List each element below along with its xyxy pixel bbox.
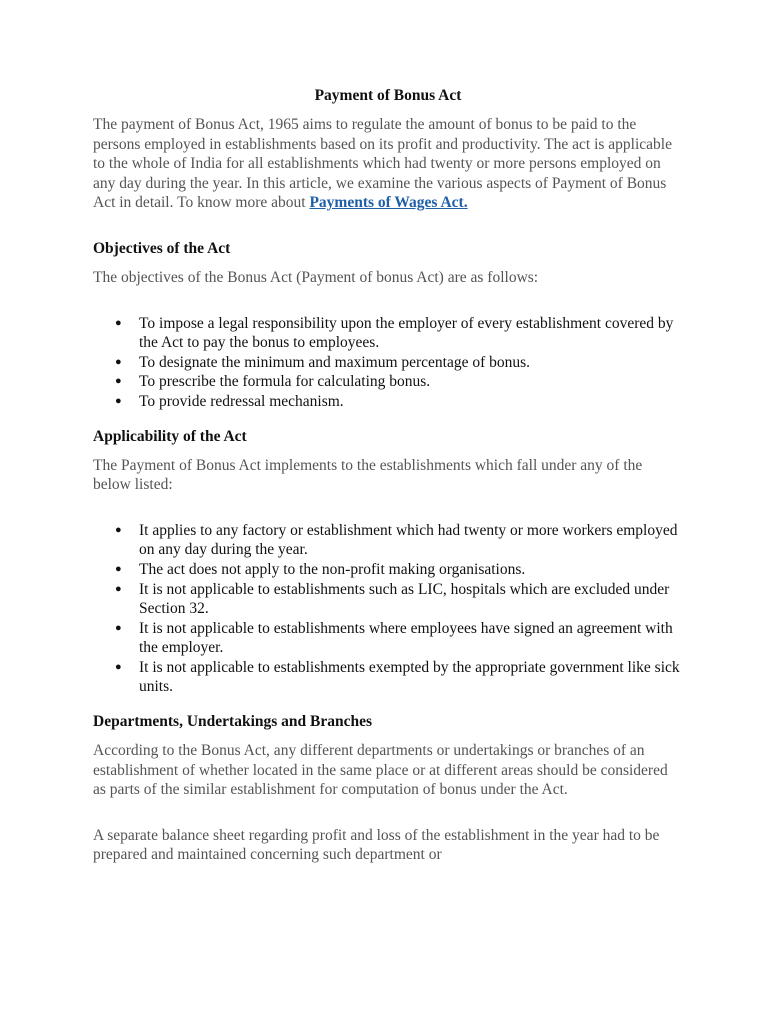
document-title: Payment of Bonus Act [314,87,462,104]
list-item [93,521,683,560]
list-item-text: To provide redressal mechanism. [139,392,344,410]
bullet-icon: ● [115,394,122,407]
list-item [93,560,683,580]
payments-of-wages-act-link[interactable]: Payments of Wages Act. [309,194,468,212]
list-item [93,372,683,392]
departments-heading: Departments, Undertakings and Branches [93,713,373,731]
bullet-icon: ● [115,621,122,634]
list-item-text: To prescribe the formula for calculating bonus. [139,373,431,391]
list-item-text: It is not applicable to establishments where employees have signed an agreement with the employer. [139,619,673,657]
objectives-intro: The objectives of the Bonus Act (Payment of bonus Act) are as follows: [93,268,539,286]
list-item [93,658,683,697]
bullet-icon: ● [115,355,122,368]
objectives-heading: Objectives of the Act [93,239,231,257]
applicability-list [93,521,683,697]
bullet-icon: ● [115,523,122,536]
applicability-intro: The Payment of Bonus Act implements to the establishments which fall under any of the below listed: [93,456,643,494]
list-item-text: To designate the minimum and maximum percentage of bonus. [139,353,531,371]
list-item-text: It applies to any factory or establishment which had twenty or more workers employed on any day during the year. [139,521,678,559]
list-item-text: It is not applicable to establishments exempted by the appropriate government like sick units. [139,658,680,696]
list-item [93,353,683,373]
intro-text: The payment of Bonus Act, 1965 aims to regulate the amount of bonus to be paid to the persons employed in establishments based on its profit and productivity. The act is applicable to the whole of India for all establishments which had twenty or more persons employed on any day during the year. In this article, we examine the various aspects of Payment of Bonus Act in detail. To know more about [93,116,672,212]
intro-paragraph [93,115,683,213]
list-item [93,314,683,353]
list-item [93,619,683,658]
list-item [93,392,683,412]
departments-paragraph-1: According to the Bonus Act, any different departments or undertakings or branches of an establishment of whether located in the same place or at different areas should be considered as parts of the similar establishment for computation of bonus under the Act. [93,742,668,799]
list-item-text: To impose a legal responsibility upon the employer of every establishment covered by the Act to pay the bonus to employees. [139,314,674,352]
objectives-list [93,314,683,412]
list-item [93,580,683,619]
bullet-icon: ● [115,316,122,329]
document-page [93,86,683,865]
bullet-icon: ● [115,562,122,575]
list-item-text: The act does not apply to the non-profit making organisations. [139,560,526,578]
list-item-text: It is not applicable to establishments such as LIC, hospitals which are excluded under Section 32. [139,580,670,618]
applicability-heading: Applicability of the Act [93,427,247,445]
departments-paragraph-2: A separate balance sheet regarding profit and loss of the establishment in the year had to be prepared and maintained concerning such department or [93,826,660,864]
bullet-icon: ● [115,582,122,595]
bullet-icon: ● [115,660,122,673]
bullet-icon: ● [115,375,122,388]
